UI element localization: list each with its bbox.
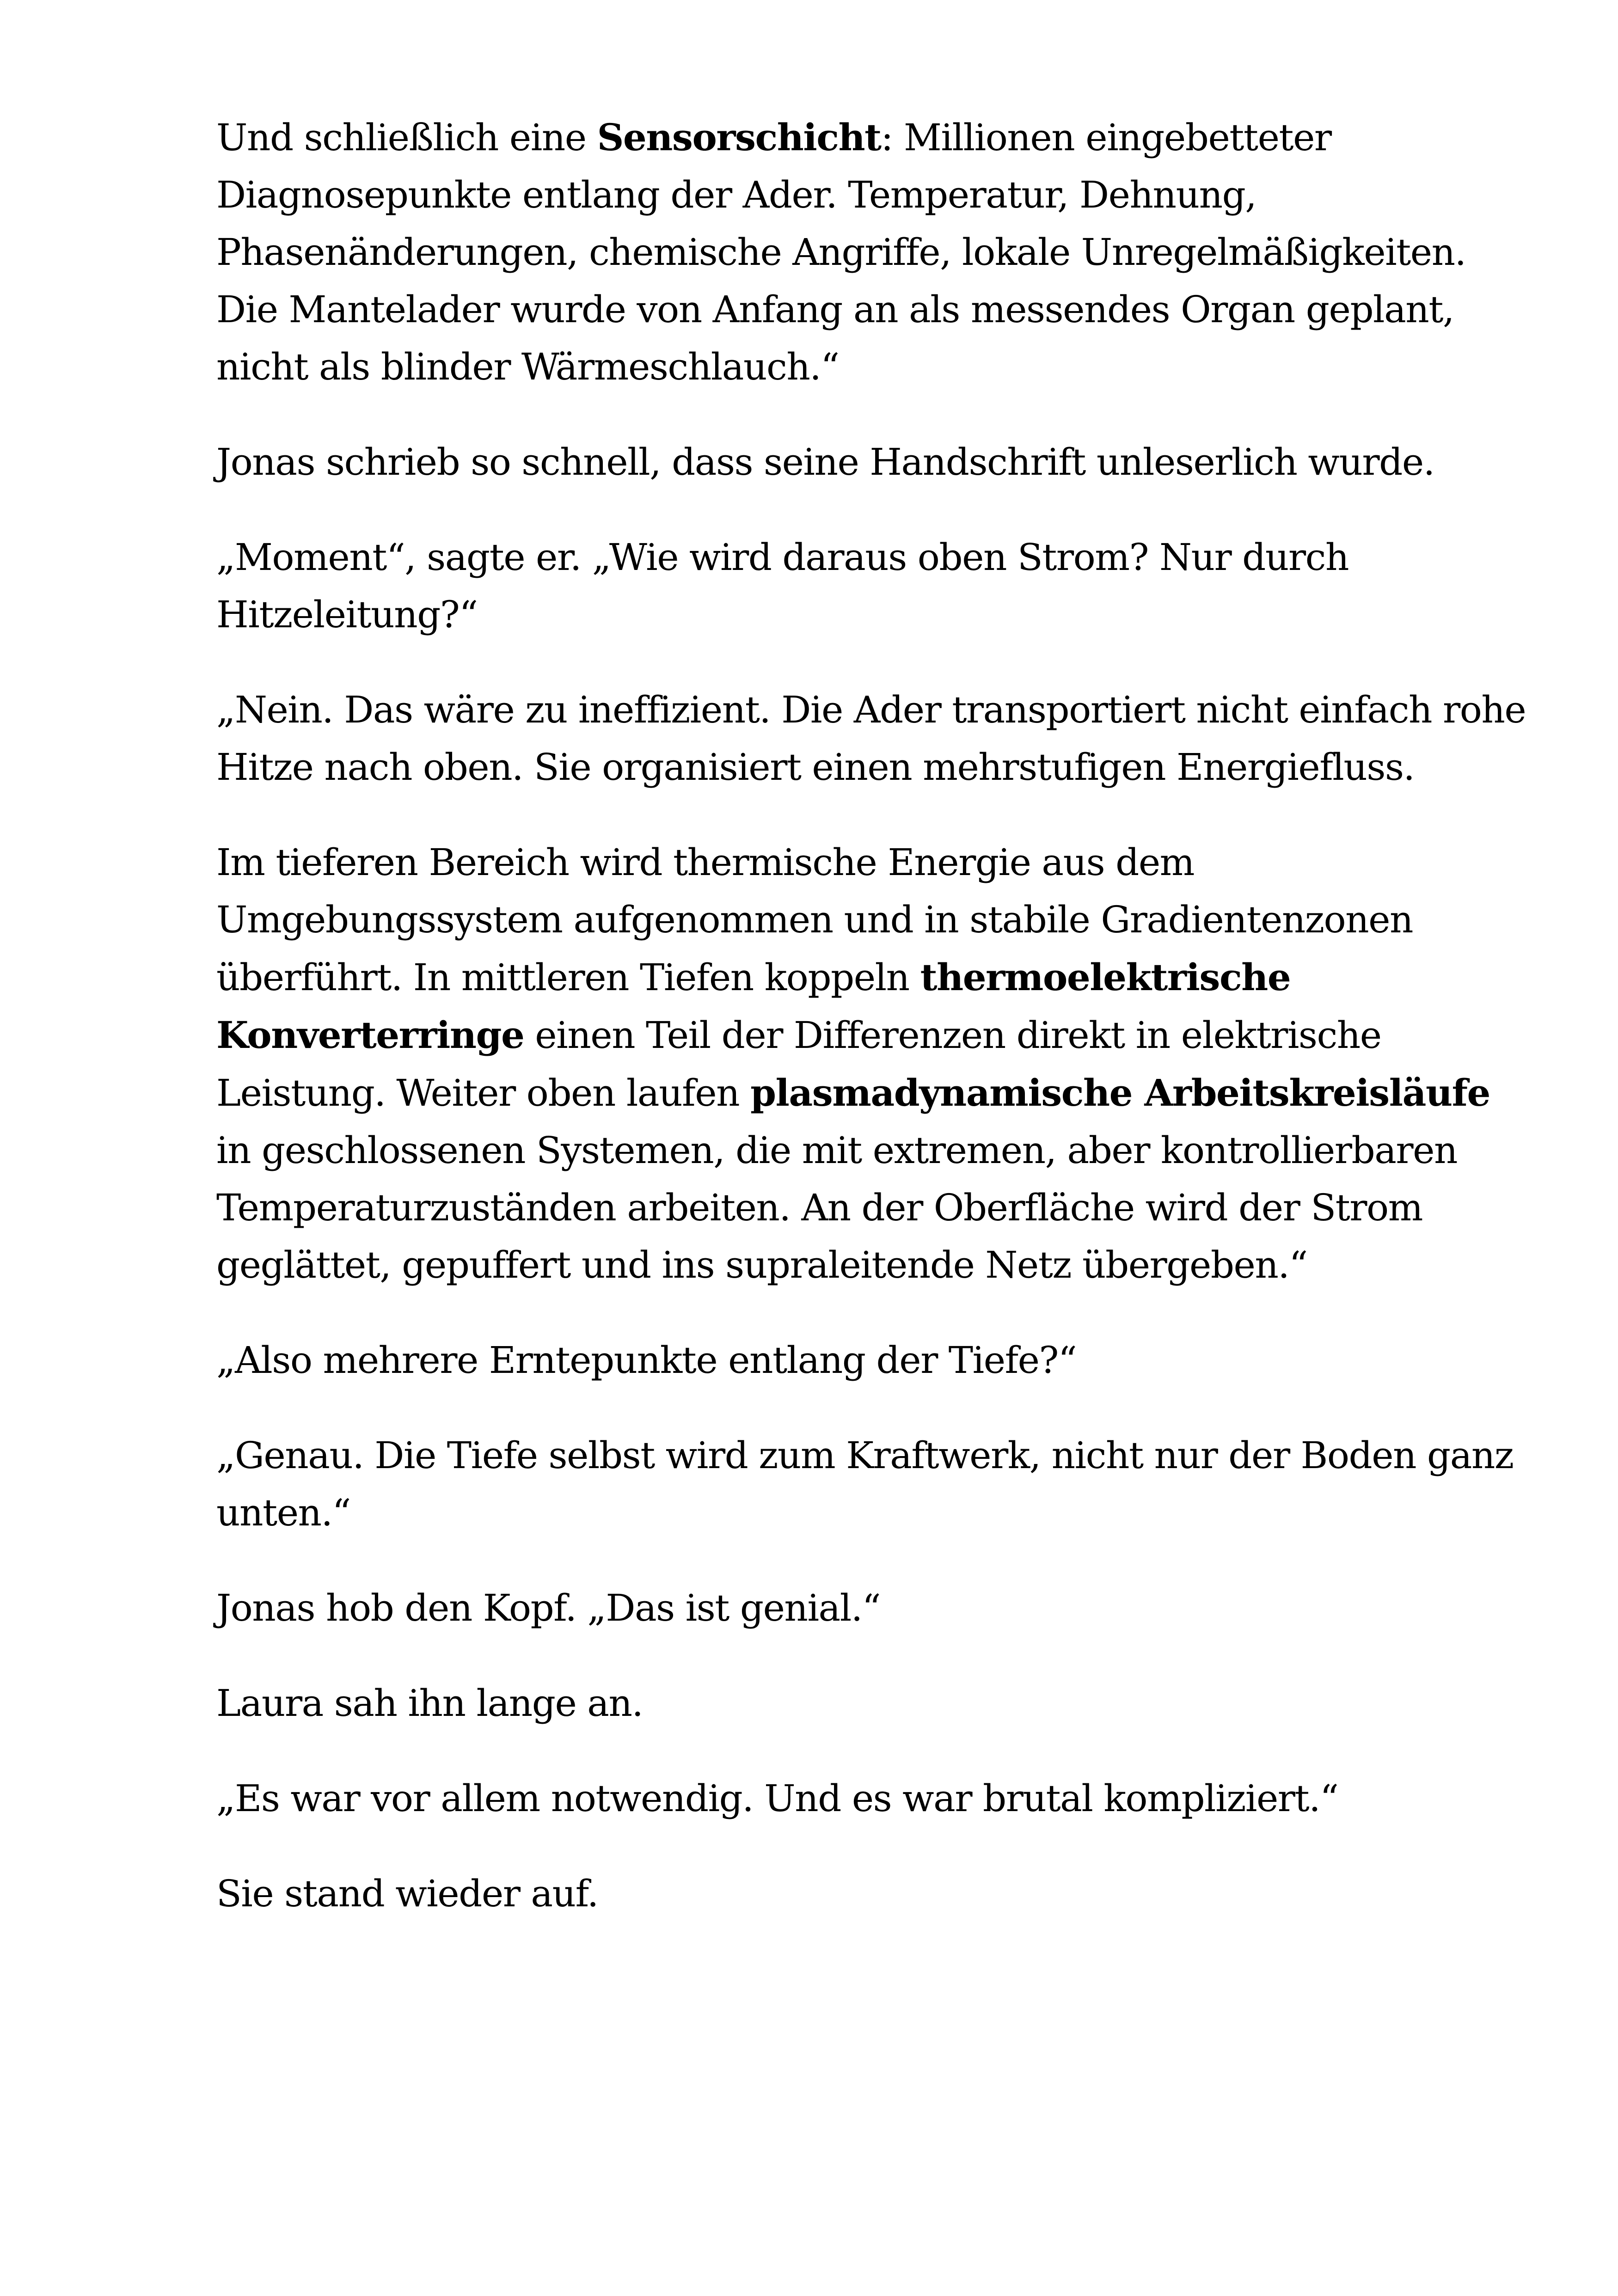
text-segment: Jonas hob den Kopf. „Das ist genial.“ (216, 1586, 881, 1629)
text-segment: Sie stand wieder auf. (216, 1872, 598, 1915)
bold-term: thermoelektrische Konverterringe (216, 955, 1291, 1057)
bold-term: Sensorschicht (597, 116, 881, 159)
text-segment: Im tieferen Bereich wird thermische Energie aus dem Umgebungssystem aufgenommen und in stabile Gradientenzonen überführt. In mittleren Tiefen koppeln (216, 841, 1413, 999)
text-segment: : Millionen eingebetteter Diagnosepunkte entlang der Ader. Temperatur, Dehnung, Phasenänderungen, chemische Angriffe, lokale Unregelmäßigkeiten. Die Mantelader wurde von Anfang an als messendes Organ geplant, nicht als blinder Wärmeschlauch.“ (216, 116, 1466, 388)
text-segment: einen Teil der Differenzen direkt in elektrische Leistung. Weiter oben laufen (216, 1014, 1381, 1114)
text-segment: Jonas schrieb so schnell, dass seine Handschrift unleserlich wurde. (216, 441, 1434, 484)
text-segment: „Nein. Das wäre zu ineffizient. Die Ader transportiert nicht einfach rohe Hitze nach oben. Sie organisiert einen mehrstufigen Energiefluss. (216, 688, 1526, 789)
paragraph (216, 681, 1529, 796)
paragraph (216, 109, 1529, 396)
paragraph (216, 1865, 1529, 1923)
text-segment: in geschlossenen Systemen, die mit extremen, aber kontrollierbaren Temperaturzuständen arbeiten. An der Oberfläche wird der Strom geglättet, gepuffert und ins supraleitende Netz übergeben.“ (216, 1129, 1458, 1286)
bold-term: plasmadynamische Arbeitskreisläufe (750, 1071, 1490, 1114)
text-segment: „Moment“, sagte er. „Wie wird daraus oben Strom? Nur durch Hitzeleitung?“ (216, 536, 1348, 636)
text-segment: Laura sah ihn lange an. (216, 1682, 643, 1725)
paragraph (216, 1770, 1529, 1827)
paragraph (216, 834, 1529, 1294)
text-segment: „Genau. Die Tiefe selbst wird zum Kraftwerk, nicht nur der Boden ganz unten.“ (216, 1434, 1514, 1534)
text-segment: „Also mehrere Erntepunkte entlang der Tiefe?“ (216, 1339, 1077, 1382)
paragraph (216, 1427, 1529, 1542)
body-text (216, 109, 1529, 1960)
text-segment: „Es war vor allem notwendig. Und es war brutal kompliziert.“ (216, 1777, 1338, 1820)
paragraph (216, 529, 1529, 643)
paragraph (216, 1580, 1529, 1637)
paragraph (216, 434, 1529, 491)
paragraph (216, 1675, 1529, 1732)
paragraph (216, 1332, 1529, 1389)
text-segment: Und schließlich eine (216, 116, 597, 159)
